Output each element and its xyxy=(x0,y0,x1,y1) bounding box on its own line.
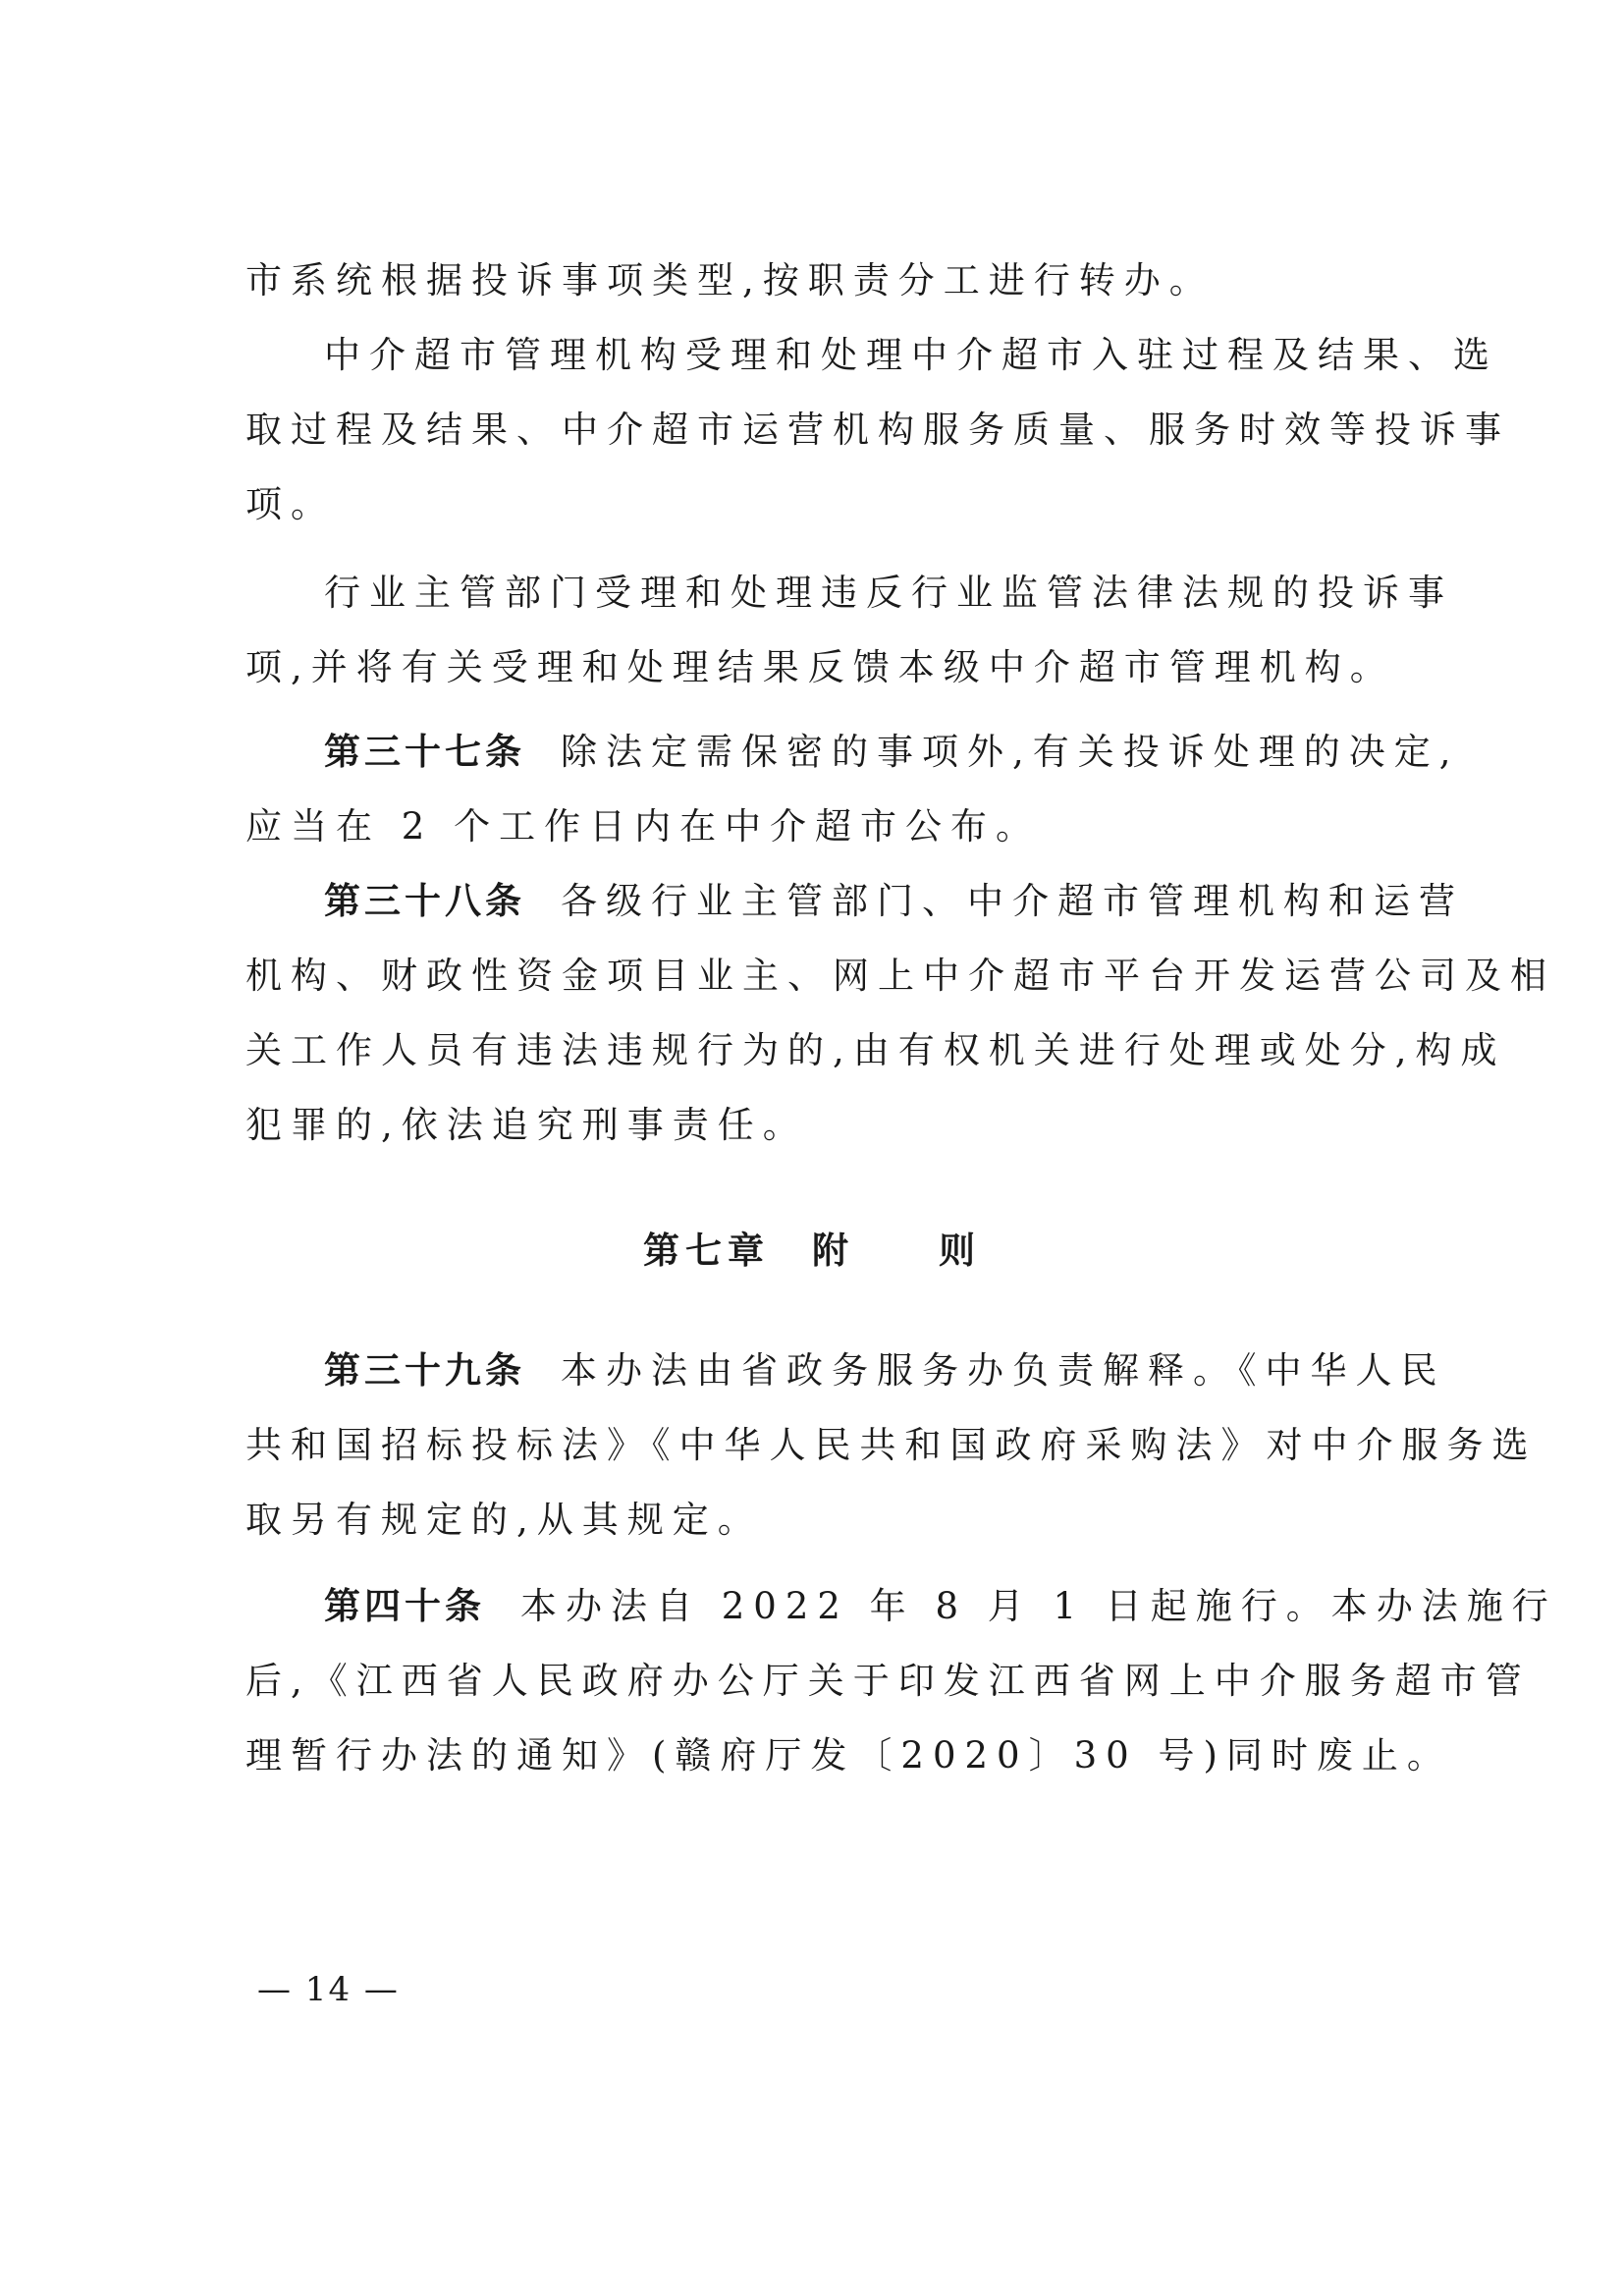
paragraph-line: 行业主管部门受理和处理违反行业监管法律法规的投诉事 xyxy=(324,572,1453,614)
article-number: 第三十八条 xyxy=(324,880,525,922)
article-text: 各级行业主管部门、中介超市管理机构和运营 xyxy=(561,880,1464,922)
article-text: 本办法自 2022 年 8 月 1 日起施行。本办法施行 xyxy=(520,1585,1557,1627)
article-text: 本办法由省政务服务办负责解释。《中华人民 xyxy=(561,1349,1446,1392)
paragraph-line: 理暂行办法的通知》(赣府厅发〔2020〕30 号)同时废止。 xyxy=(245,1734,1452,1777)
article-number: 第三十九条 xyxy=(324,1349,525,1392)
article-text: 除法定需保密的事项外,有关投诉处理的决定, xyxy=(561,731,1460,773)
article-first-line xyxy=(324,1583,1557,1630)
paragraph-line: 中介超市管理机构受理和处理中介超市入驻过程及结果、选 xyxy=(324,334,1498,376)
article-number: 第四十条 xyxy=(324,1585,485,1627)
paragraph-line: 共和国招标投标法》《中华人民共和国政府采购法》对中介服务选 xyxy=(245,1424,1538,1466)
article-number: 第三十七条 xyxy=(324,731,525,773)
paragraph-line: 项。 xyxy=(245,483,336,525)
paragraph-line: 市系统根据投诉事项类型,按职责分工进行转办。 xyxy=(245,259,1215,301)
paragraph-line: 取另有规定的,从其规定。 xyxy=(245,1499,763,1541)
chapter-heading: 第七章 附 则 xyxy=(643,1230,981,1272)
paragraph-line: 项,并将有关受理和处理结果反馈本级中介超市管理机构。 xyxy=(245,646,1395,688)
paragraph-line: 取过程及结果、中介超市运营机构服务质量、服务时效等投诉事 xyxy=(245,409,1510,451)
paragraph-line: 机构、财政性资金项目业主、网上中介超市平台开发运营公司及相 xyxy=(245,955,1555,997)
paragraph-line: 关工作人员有违法违规行为的,由有权机关进行处理或处分,构成 xyxy=(245,1029,1506,1071)
paragraph-line: 犯罪的,依法追究刑事责任。 xyxy=(245,1104,808,1146)
paragraph-line: 应当在 2 个工作日内在中介超市公布。 xyxy=(245,805,1042,847)
article-first-line xyxy=(324,878,1464,925)
paragraph-line: 后,《江西省人民政府办公厅关于印发江西省网上中介服务超市管 xyxy=(245,1660,1531,1702)
page-number: — 14 — xyxy=(257,1970,400,2009)
article-first-line xyxy=(324,1347,1446,1394)
article-first-line xyxy=(324,729,1460,776)
